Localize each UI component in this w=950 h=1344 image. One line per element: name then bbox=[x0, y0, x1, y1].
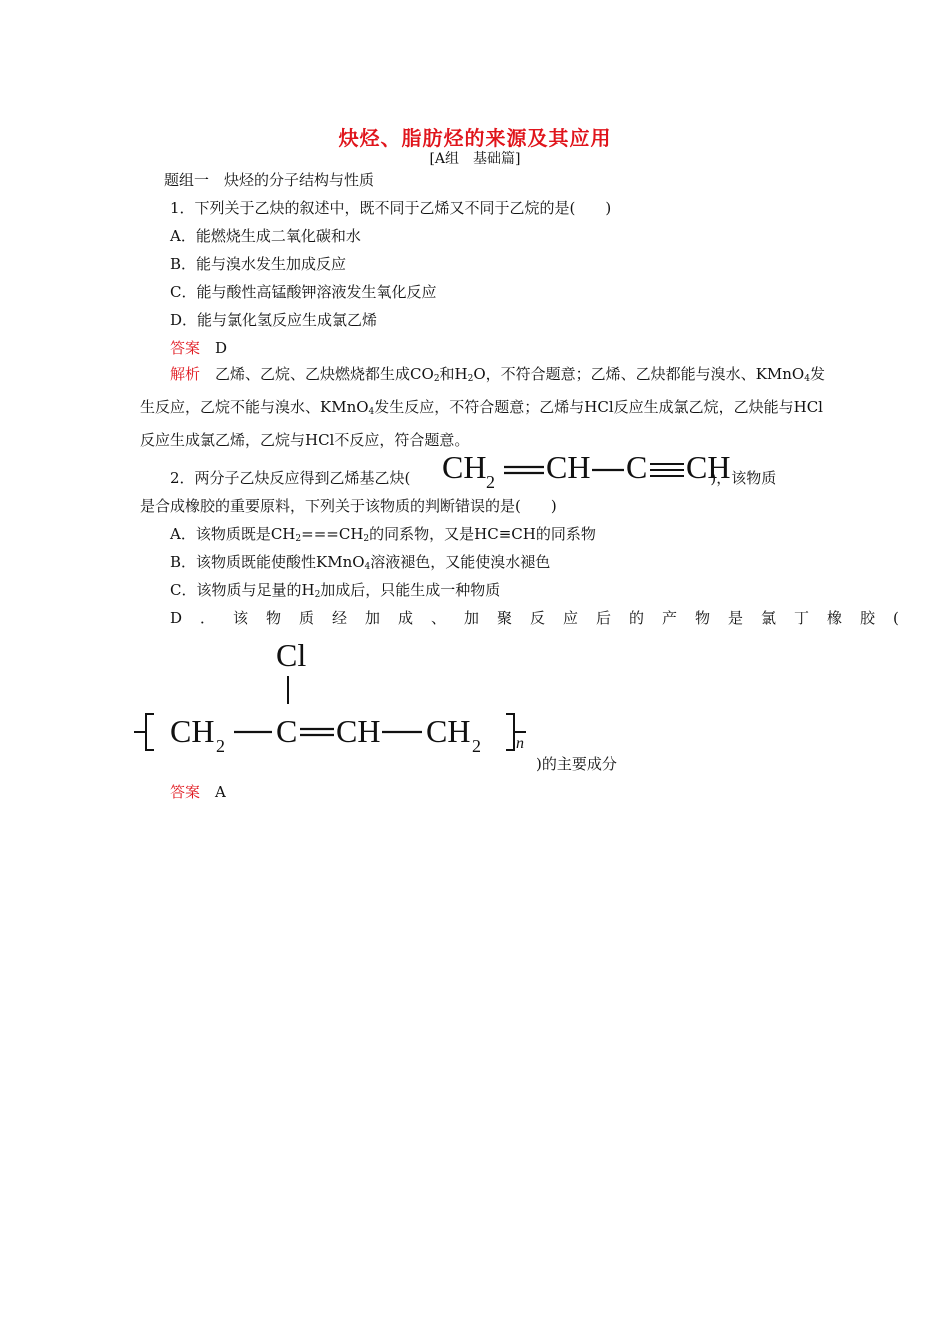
page-title: 炔烃、脂肪烃的来源及其应用 bbox=[338, 126, 612, 150]
analysis-text: 乙烯、乙烷、乙炔燃烧都生成CO bbox=[215, 365, 434, 383]
chloroprene-polymer-formula bbox=[130, 640, 540, 755]
q2-stem-line2: 是合成橡胶的重要原料，下列关于该物质的判断错误的是( ) bbox=[140, 497, 557, 515]
section-heading: 题组一 炔烃的分子结构与性质 bbox=[164, 171, 375, 189]
q1-option-d: D．能与氯化氢反应生成氯乙烯 bbox=[170, 311, 378, 329]
q2-stem-text: )，该物质 bbox=[710, 469, 777, 487]
right-bracket bbox=[506, 714, 514, 750]
q2-option-d-tail: )的主要成分 bbox=[536, 755, 617, 773]
formula-ch2: CH bbox=[442, 449, 487, 485]
option-text: C．该物质与足量的H bbox=[170, 581, 315, 599]
polymer-c: C bbox=[276, 713, 298, 749]
option-text: B．该物质既能使酸性KMnO bbox=[170, 553, 365, 571]
polymer-ch2-left: CH bbox=[170, 713, 215, 749]
analysis-label: 解析 bbox=[170, 365, 201, 383]
polymer-sub-right: 2 bbox=[472, 736, 481, 755]
vinylacetylene-formula bbox=[440, 446, 740, 494]
polymer-sub-left: 2 bbox=[216, 736, 225, 755]
q1-option-b: B．能与溴水发生加成反应 bbox=[170, 255, 347, 273]
option-text: 加成后，只能生成一种物质 bbox=[320, 581, 501, 599]
page-subtitle: [A组 基础篇] bbox=[429, 151, 521, 167]
analysis-text: 和H bbox=[439, 365, 468, 383]
analysis-text: 发生反应，乙烷不能与溴水、KMnO bbox=[140, 365, 825, 416]
q2-option-d: D．该物质经加成、加聚反应后的产物是氯丁橡胶( bbox=[170, 609, 917, 627]
q2-answer bbox=[170, 782, 226, 802]
answer-value: D bbox=[215, 339, 228, 357]
formula-ch: CH bbox=[546, 449, 591, 485]
polymer-cl: Cl bbox=[276, 640, 307, 673]
answer-label: 答案 bbox=[170, 783, 201, 801]
q2-option-a: A．该物质既是$CH_2===CH_2$的同系物，又是HC≡CH的同系物 bbox=[170, 525, 596, 544]
analysis-text: 发生反应，不符合题意；乙烯与HCl反应生成氯乙烷，乙炔能与HCl反应生成氯乙烯，乙烷与HCl不反应，符合题意。 bbox=[140, 398, 823, 449]
option-text: 溶液褪色，又能使溴水褪色 bbox=[370, 553, 551, 571]
q1-analysis: 解析 乙烯、乙烷、乙炔燃烧都生成$CO_2$和$H_2O$，不符合题意；乙烯、乙炔都能与溴水、KMnO$_4$发生反应，乙烷不能与溴水、KMnO$_4$发生反应，不符合题意；乙烯与HCl反应生成氯乙烷，乙炔能与HCl反应生成氯乙烯，乙烷与HCl不反应，符合题意。 bbox=[140, 365, 825, 449]
q1-option-c: C．能与酸性高锰酸钾溶液发生氧化反应 bbox=[170, 283, 437, 301]
option-text: ===CH bbox=[301, 525, 364, 543]
q2-option-c: C．该物质与足量的$H_2$加成后，只能生成一种物质 bbox=[170, 581, 501, 600]
q2-stem-text: 2．两分子乙炔反应得到乙烯基乙炔( bbox=[170, 469, 411, 487]
answer-value: A bbox=[215, 783, 226, 801]
polymer-ch: CH bbox=[336, 713, 381, 749]
formula-c: C bbox=[626, 449, 648, 485]
q2-option-b: B．该物质既能使酸性KMnO$_4$溶液褪色，又能使溴水褪色 bbox=[170, 553, 551, 572]
q1-option-a: A．能燃烧生成二氧化碳和水 bbox=[170, 227, 361, 245]
analysis-text: O，不符合题意；乙烯、乙炔都能与溴水、 bbox=[473, 365, 756, 383]
q1-answer bbox=[170, 338, 227, 358]
left-bracket bbox=[146, 714, 154, 750]
q1-stem: 1．下列关于乙炔的叙述中，既不同于乙烯又不同于乙烷的是( ) bbox=[170, 199, 612, 217]
formula-ch-end: CH bbox=[686, 449, 731, 485]
analysis-text: KMnO bbox=[755, 365, 805, 383]
formula-sub2: 2 bbox=[486, 472, 495, 492]
polymer-n: n bbox=[516, 735, 524, 752]
option-text: A．该物质既是CH bbox=[170, 525, 296, 543]
option-text: 的同系物，又是HC≡CH的同系物 bbox=[369, 525, 596, 543]
answer-label: 答案 bbox=[170, 339, 201, 357]
polymer-ch2-right: CH bbox=[426, 713, 471, 749]
